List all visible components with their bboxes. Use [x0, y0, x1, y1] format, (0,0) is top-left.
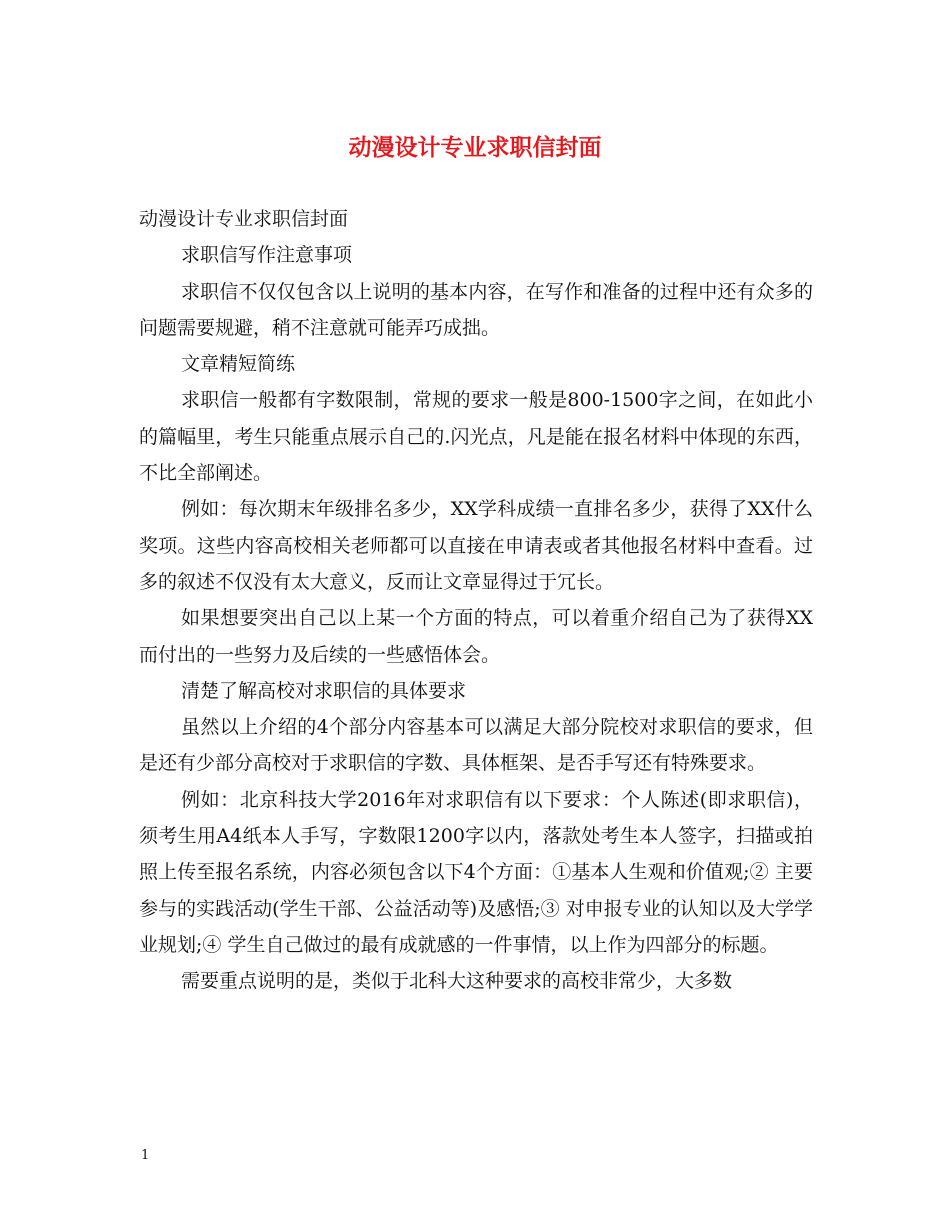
section-heading: 清楚了解高校对求职信的具体要求 [181, 679, 467, 702]
paragraph-heading: 动漫设计专业求职信封面 [139, 208, 349, 230]
paragraph: 如果想要突出自己以上某一个方面的特点，可以着重介绍自己为了获得XX而付出的一些努力及后续的一些感悟体会。 [139, 607, 813, 666]
document-body [139, 201, 813, 1000]
paragraph: 求职信不仅仅包含以上说明的基本内容，在写作和准备的过程中还有众多的问题需要规避，稍不注意就可能弄巧成拙。 [139, 280, 813, 339]
paragraph: 例如：北京科技大学2016年对求职信有以下要求：个人陈述(即求职信)，须考生用A4纸本人手写，字数限1200字以内，落款处考生本人签字，扫描或拍照上传至报名系统，内容必须包含以下4个方面：①基本人生观和价值观;② 主要参与的实践活动(学生干部、公益活动等)及感悟;③ 对申报专业的认知以及大学学业规划;④ 学生自己做过的最有成就感的一件事情，以上作为四部分的标题。 [139, 788, 813, 956]
paragraph: 虽然以上介绍的4个部分内容基本可以满足大部分院校对求职信的要求，但是还有少部分高校对于求职信的字数、具体框架、是否手写还有特殊要求。 [139, 716, 813, 775]
paragraph: 求职信一般都有字数限制，常规的要求一般是800-1500字之间，在如此小的篇幅里，考生只能重点展示自己的.闪光点，凡是能在报名材料中体现的东西，不比全部阐述。 [139, 389, 813, 485]
section-heading: 文章精短简练 [181, 353, 296, 376]
document-title: 动漫设计专业求职信封面 [348, 134, 602, 161]
page-number: 1 [141, 1148, 150, 1163]
section-heading: 求职信写作注意事项 [181, 244, 353, 267]
paragraph: 需要重点说明的是，类似于北科大这种要求的高校非常少，大多数 [181, 970, 733, 993]
paragraph: 例如：每次期末年级排名多少，XX学科成绩一直排名多少，获得了XX什么奖项。这些内容高校相关老师都可以直接在申请表或者其他报名材料中查看。过多的叙述不仅没有太大意义，反而让文章显得过于冗长。 [139, 498, 813, 593]
